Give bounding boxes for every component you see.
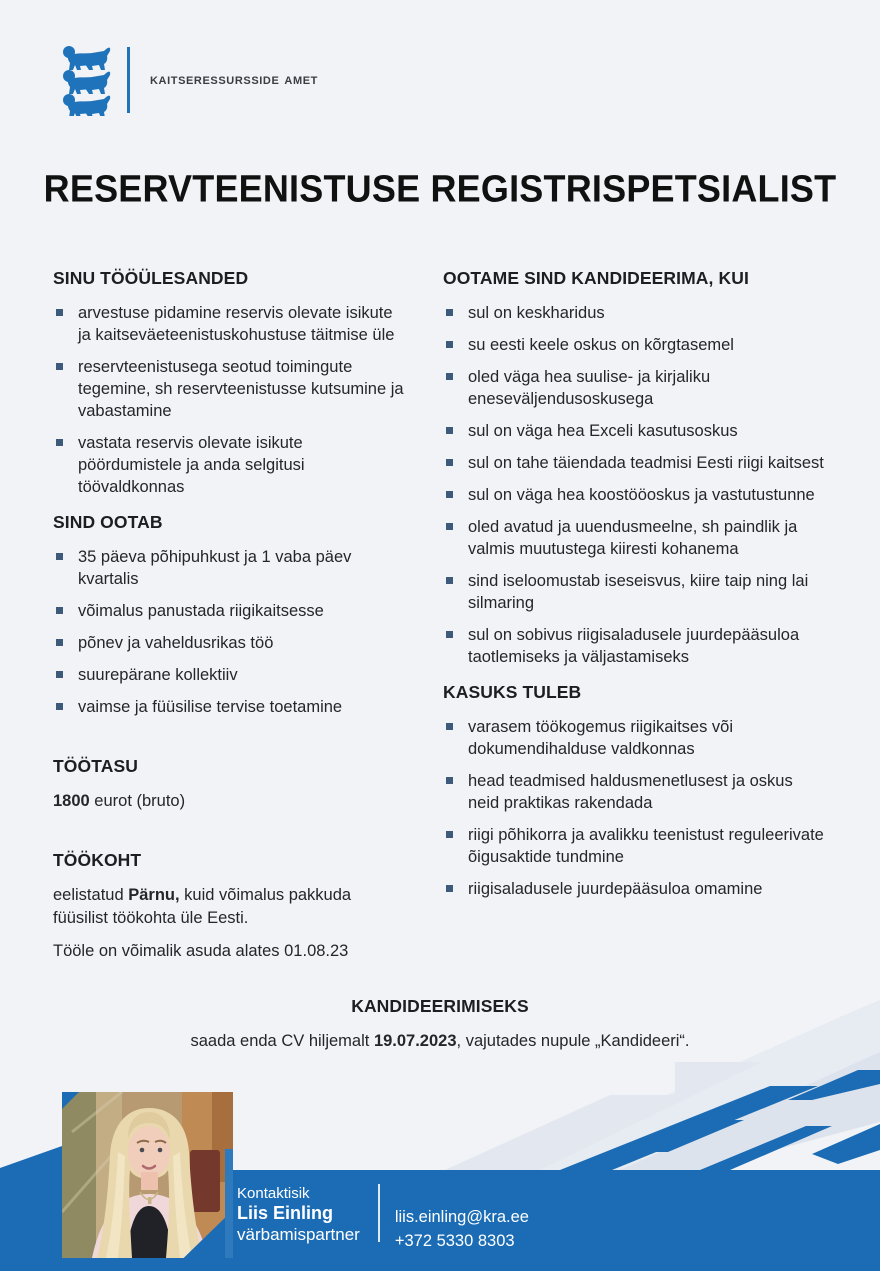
list-item: reservteenistusega seotud toimingute tegemine, sh reservteenistusse kutsumine ja vabastamine: [56, 356, 407, 422]
apply-section: [140, 996, 740, 1053]
section-heading: SINU TÖÖÜLESANDED: [53, 268, 249, 288]
square-bullet-icon: [446, 427, 453, 434]
bullet-list: [53, 546, 407, 718]
three-lions-logo-icon: [62, 44, 114, 116]
square-bullet-icon: [446, 491, 453, 498]
square-bullet-icon: [446, 341, 453, 348]
logo-divider: [127, 47, 130, 113]
portrait-illustration: [62, 1092, 233, 1258]
square-bullet-icon: [446, 309, 453, 316]
photo-side-accent: [225, 1149, 233, 1258]
page-title: RESERVTEENISTUSE REGISTRISPETSIALIST: [43, 166, 837, 211]
list-item: oled väga hea suulise- ja kirjaliku eneseväljendusoskusega: [446, 366, 827, 410]
apply-heading: KANDIDEERIMISEKS: [351, 996, 529, 1016]
list-item: riigi põhikorra ja avalikku teenistust reguleerivate õigusaktide tundmine: [446, 824, 827, 868]
list-item: suurepärane kollektiiv: [56, 664, 407, 686]
section-location: [53, 850, 407, 963]
section-salary: [53, 756, 407, 812]
square-bullet-icon: [446, 459, 453, 466]
square-bullet-icon: [56, 607, 63, 614]
list-item: vaimse ja füüsilise tervise toetamine: [56, 696, 407, 718]
list-item: riigisaladusele juurdepääsuloa omamine: [446, 878, 827, 900]
list-item: arvestuse pidamine reservis olevate isikute ja kaitseväeteenistuskohustuse täitmise üle: [56, 302, 407, 346]
section-heading: KASUKS TULEB: [443, 682, 582, 702]
contact-divider: [378, 1184, 380, 1242]
contact-photo: [62, 1092, 233, 1258]
apply-deadline: 19.07.2023: [373, 1032, 457, 1050]
section-heading: SIND OOTAB: [53, 512, 163, 532]
contact-role: värbamispartner: [237, 1225, 360, 1244]
list-item: sul on väga hea koostööoskus ja vastutustunne: [446, 484, 827, 506]
square-bullet-icon: [446, 885, 453, 892]
location-line: eelistatud Pärnu, kuid võimalus pakkuda füüsilist töökohta üle Eesti.: [53, 886, 352, 927]
section-tasks: [53, 268, 407, 498]
square-bullet-icon: [56, 703, 63, 710]
square-bullet-icon: [56, 553, 63, 560]
list-item: head teadmised haldusmenetlusest ja oskus neid praktikas rakendada: [446, 770, 827, 814]
section-heading: TÖÖKOHT: [53, 850, 142, 870]
content-columns: [53, 268, 827, 973]
contact-details: [395, 1184, 529, 1253]
salary-line: 1800 eurot (bruto): [53, 792, 186, 810]
list-item: sul on sobivus riigisaladusele juurdepääsuloa taotlemiseks ja väljastamiseks: [446, 624, 827, 668]
start-date-line: Tööle on võimalik asuda alates 01.08.23: [53, 942, 349, 960]
square-bullet-icon: [446, 577, 453, 584]
contact-block: [237, 1184, 529, 1253]
list-item: sul on väga hea Exceli kasutusoskus: [446, 420, 827, 442]
square-bullet-icon: [446, 723, 453, 730]
section-expect: [443, 268, 827, 668]
square-bullet-icon: [446, 631, 453, 638]
section-bonus: [443, 682, 827, 900]
list-item: võimalus panustada riigikaitsesse: [56, 600, 407, 622]
section-heading: TÖÖTASU: [53, 756, 138, 776]
apply-instructions: saada enda CV hiljemalt 19.07.2023, vajutades nupule „Kandideeri“.: [190, 1032, 690, 1050]
square-bullet-icon: [446, 777, 453, 784]
salary-amount: 1800: [53, 792, 90, 810]
left-column: [53, 268, 407, 973]
square-bullet-icon: [56, 363, 63, 370]
org-logo-block: [62, 44, 318, 116]
org-name: kaitseressursside amet: [150, 71, 318, 88]
square-bullet-icon: [446, 523, 453, 530]
list-item: sind iseloomustab iseseisvus, kiire taip ning lai silmaring: [446, 570, 827, 614]
bullet-list: [443, 716, 827, 900]
contact-label: Kontaktisik: [237, 1185, 310, 1202]
list-item: põnev ja vaheldusrikas töö: [56, 632, 407, 654]
list-item: sul on keskharidus: [446, 302, 827, 324]
square-bullet-icon: [56, 309, 63, 316]
section-offer: [53, 512, 407, 718]
square-bullet-icon: [56, 439, 63, 446]
list-item: 35 päeva põhipuhkust ja 1 vaba päev kvartalis: [56, 546, 407, 590]
square-bullet-icon: [56, 639, 63, 646]
list-item: oled avatud ja uuendusmeelne, sh paindlik ja valmis muutustega kiiresti kohanema: [446, 516, 827, 560]
bullet-list: [443, 302, 827, 668]
contact-name: Liis Einling: [237, 1203, 334, 1223]
square-bullet-icon: [446, 831, 453, 838]
list-item: sul on tahe täiendada teadmisi Eesti riigi kaitsest: [446, 452, 827, 474]
contact-person: [237, 1184, 360, 1253]
list-item: varasem töökogemus riigikaitses või dokumendihalduse valdkonnas: [446, 716, 827, 760]
section-heading: OOTAME SIND KANDIDEERIMA, KUI: [443, 268, 749, 288]
location-city: Pärnu,: [128, 886, 180, 904]
list-item: vastata reservis olevate isikute pöördumistele ja anda selgitusi töövaldkonnas: [56, 432, 407, 498]
contact-email: liis.einling@kra.ee: [394, 1208, 529, 1226]
bullet-list: [53, 302, 407, 498]
contact-phone: +372 5330 8303: [394, 1232, 515, 1250]
square-bullet-icon: [56, 671, 63, 678]
square-bullet-icon: [446, 373, 453, 380]
right-column: [443, 268, 827, 973]
list-item: su eesti keele oskus on kõrgtasemel: [446, 334, 827, 356]
